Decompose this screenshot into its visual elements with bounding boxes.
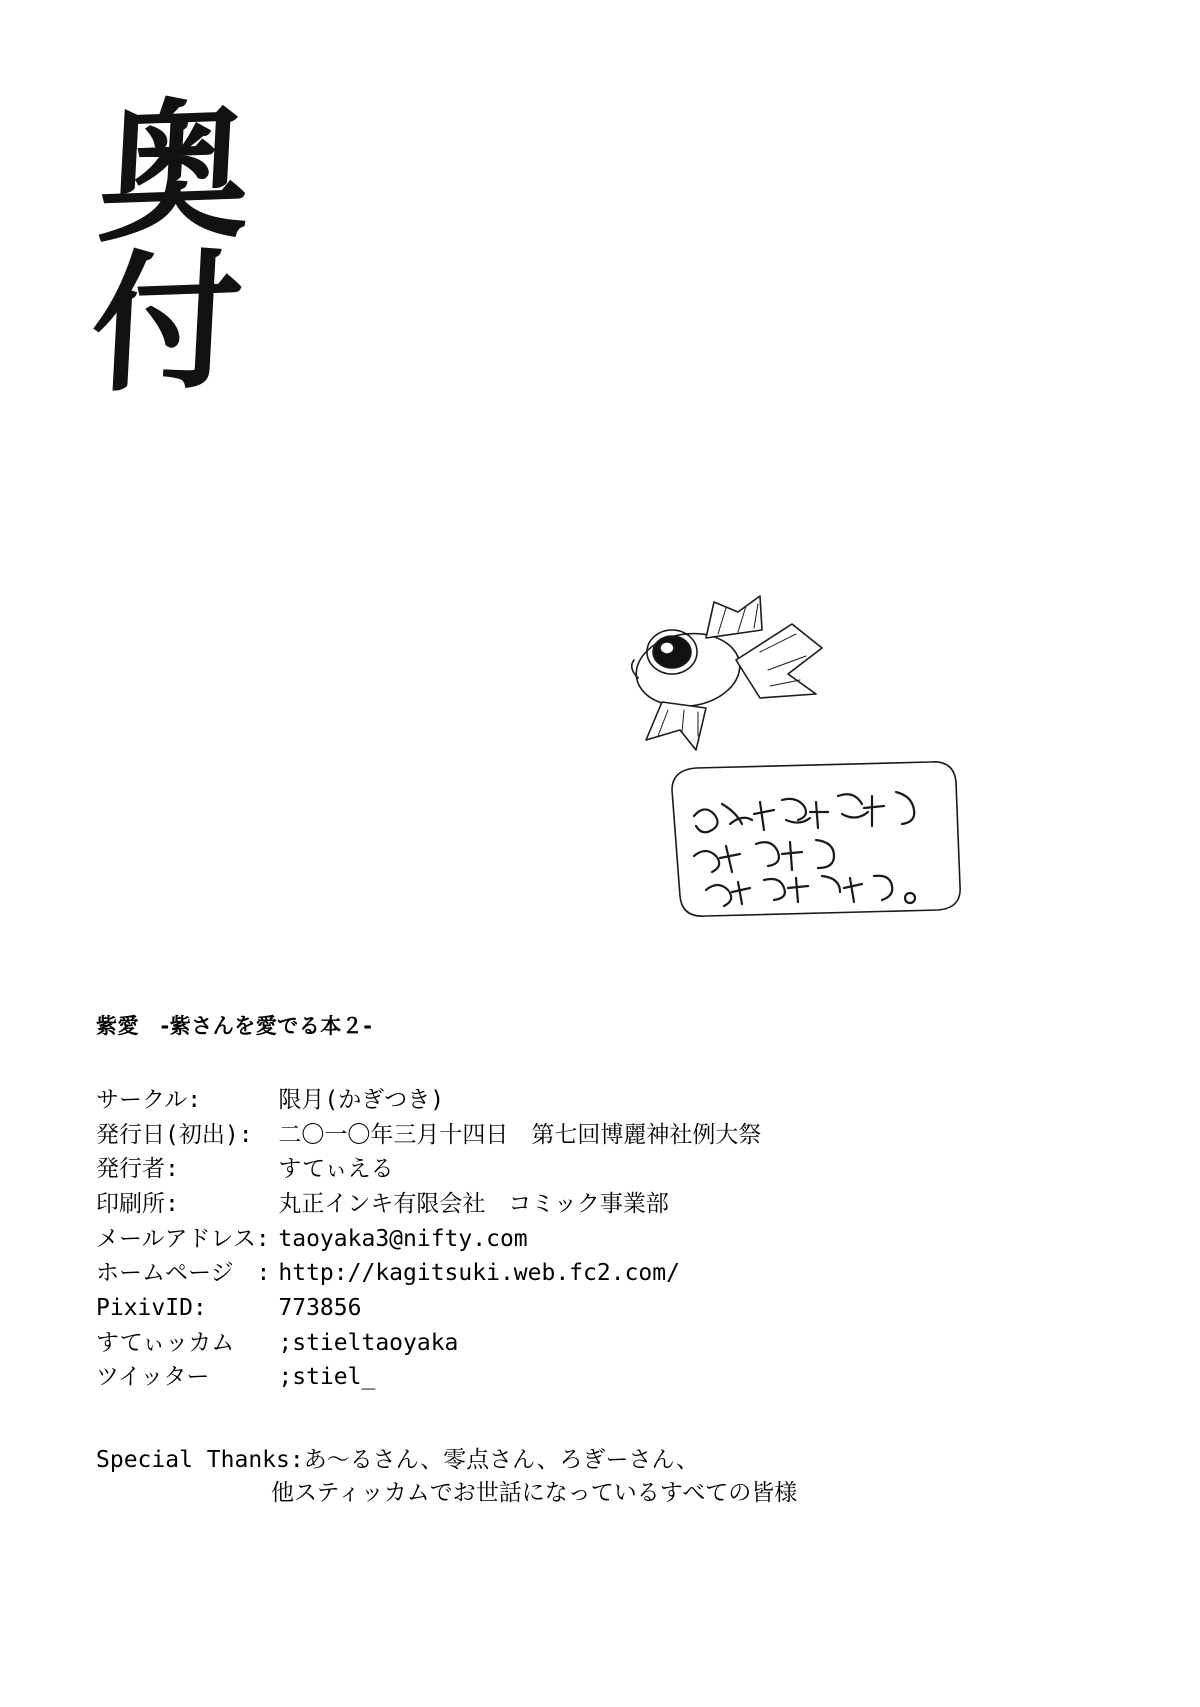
doodle-fish-body: [631, 627, 744, 713]
info-value-homepage: http://kagitsuki.web.fc2.com/: [278, 1260, 680, 1287]
doodle-fish-top-fin: [706, 596, 762, 638]
doodle-fish-eye-highlight: [660, 642, 674, 654]
page-title-brush: [87, 82, 356, 414]
info-value-printer: 丸正インキ有限会社 コミック事業部: [278, 1190, 669, 1217]
table-row: [96, 1153, 761, 1188]
page-title-text: 奥付: [87, 82, 249, 414]
info-label-homepage: ホームページ :: [96, 1260, 271, 1287]
info-value-publisher: すてぃえる: [278, 1156, 394, 1183]
work-title: 紫愛 -紫さんを愛でる本２-: [96, 1014, 373, 1038]
info-value-release-date: 二〇一〇年三月十四日 第七回博麗神社例大祭: [278, 1121, 762, 1148]
special-thanks-line-2: 他スティッカムでお世話になっているすべての皆様: [271, 1480, 798, 1507]
info-label-twitter: ツイッター: [96, 1364, 256, 1391]
info-value-stickam: ;stieltaoyaka: [278, 1329, 459, 1356]
special-thanks-block: [96, 1444, 1096, 1511]
info-label-publisher: 発行者:: [96, 1156, 179, 1183]
table-row: [96, 1119, 761, 1154]
info-value-email: taoyaka3@nifty.com: [278, 1225, 528, 1252]
info-label-circle: サークル:: [96, 1087, 202, 1113]
table-row: [96, 1292, 761, 1327]
table-row: [96, 1084, 761, 1119]
info-value-circle: 限月(かぎつき): [278, 1087, 445, 1113]
table-row: [96, 1327, 761, 1362]
special-thanks-line-1: Special Thanks:あ〜るさん、零点さん、ろぎーさん、: [96, 1446, 699, 1473]
table-row: [96, 1223, 761, 1258]
info-label-pixiv-id: PixivID:: [96, 1294, 207, 1321]
info-label-email: メールアドレス:: [96, 1225, 270, 1252]
info-label-printer: 印刷所:: [96, 1190, 179, 1217]
publication-info-table: [96, 1084, 761, 1396]
colophon-block: [96, 1010, 1096, 1511]
doodle-fish-tail: [736, 624, 822, 698]
info-label-stickam: すてぃッカム: [96, 1329, 258, 1356]
table-row: [96, 1257, 761, 1292]
doodle-fish-bottom-fin: [646, 702, 706, 750]
info-value-twitter: ;stiel_: [278, 1364, 376, 1391]
info-label-release-date: 発行日(初出):: [96, 1121, 253, 1148]
table-row: [96, 1188, 761, 1223]
table-row: [96, 1361, 761, 1396]
doodle-illustration: [610, 590, 980, 930]
info-value-pixiv-id: 773856: [278, 1294, 362, 1321]
